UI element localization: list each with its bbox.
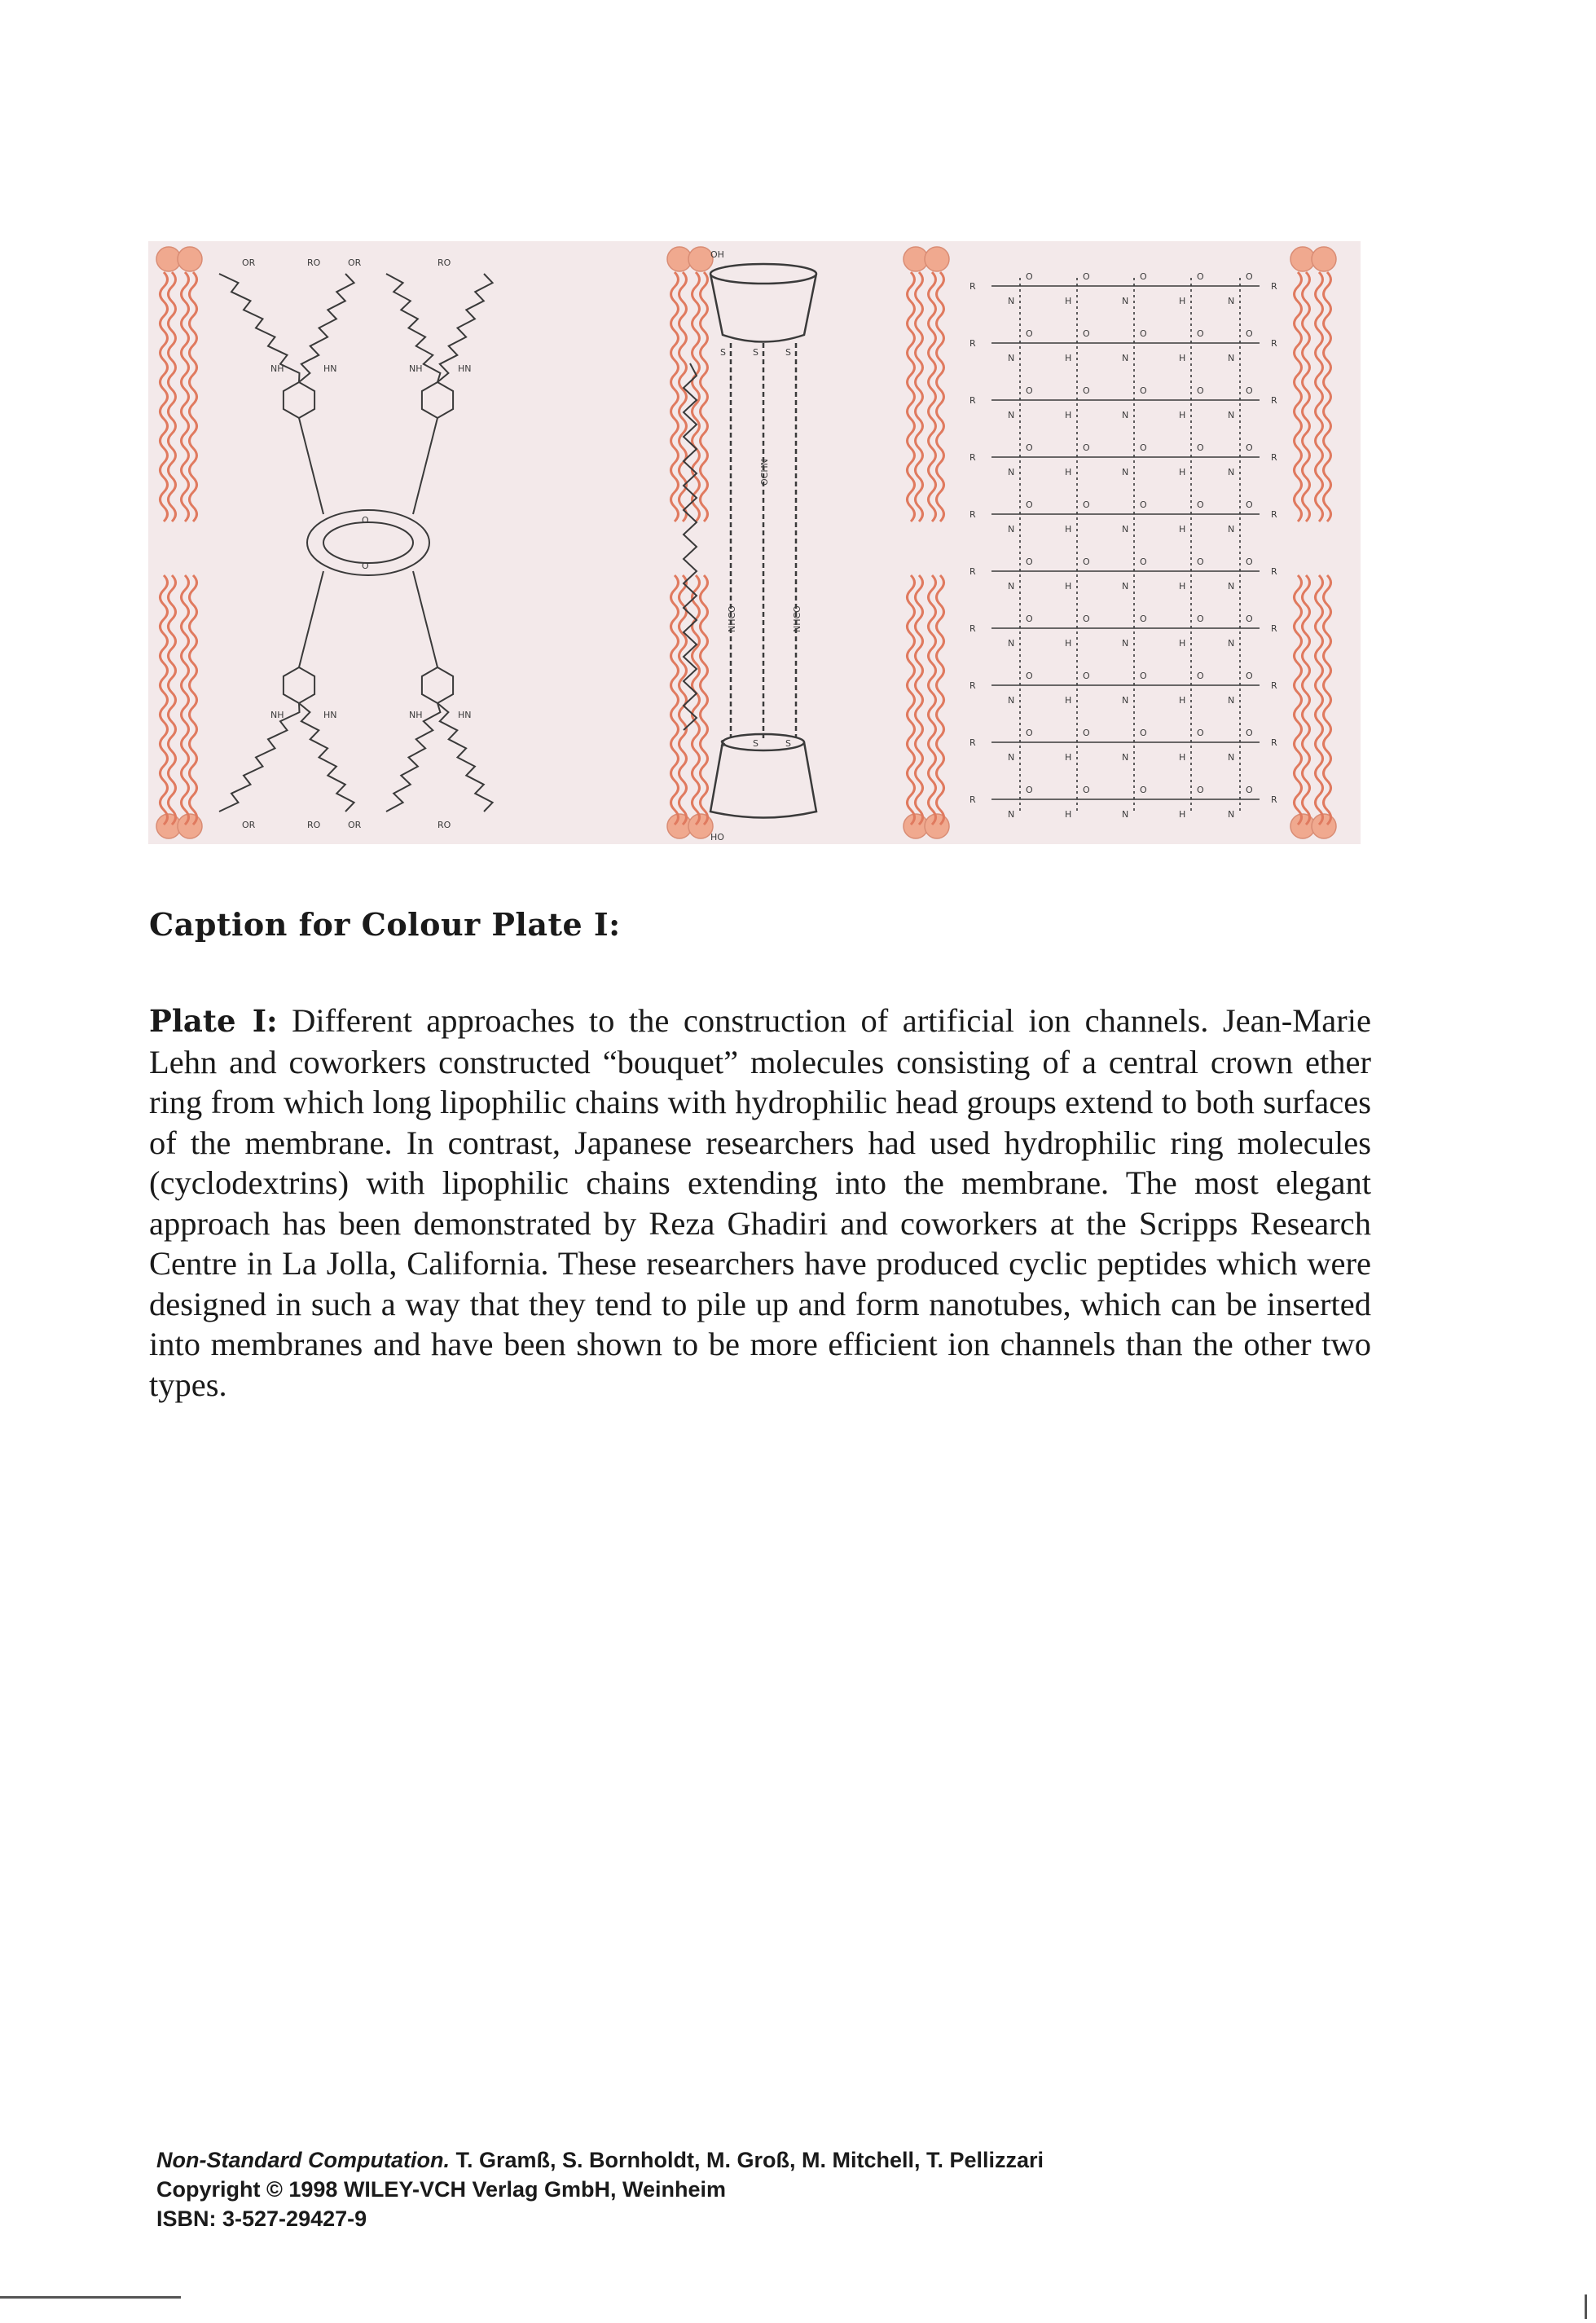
structure-label: O [1026,728,1033,738]
structure-label: R [969,338,976,349]
structure-label: N [1122,752,1129,763]
structure-label: H [1065,524,1072,535]
structure-label: N [1122,638,1129,649]
structure-label: R [969,452,976,463]
structure-label: O [1026,671,1033,681]
lipid-tail [190,272,197,521]
structure-label: R [969,509,976,520]
structure-label: N [1122,524,1129,535]
benzene-ring [422,667,453,703]
structure-label: R [1271,509,1277,520]
structure-label: O [1246,728,1253,738]
structure-label: O [1140,557,1147,567]
structure-label: N [1008,695,1015,706]
structure-label: RO [437,820,451,830]
lipid-tail [1324,272,1331,521]
structure-label: N [1008,524,1015,535]
structure-label: S [720,738,726,749]
structure-label: O [1140,785,1147,795]
lipid-tail [929,575,936,825]
lipid-tail [1324,575,1331,825]
lipid-tail [929,272,936,521]
structure-label: H [1179,353,1186,363]
structure-label: NH [409,710,423,720]
structure-label: R [1271,395,1277,406]
structure-label: R [1271,281,1277,292]
structure-label: NH [270,710,284,720]
structure-label: N [1228,524,1235,535]
lipid-tail [1316,575,1323,825]
structure-label: O [1197,557,1204,567]
structure-label: O [1246,385,1253,396]
structure-label: OR [348,257,362,268]
edge-mark [1585,2294,1587,2319]
structure-label: HN [458,710,472,720]
structure-labels [242,249,1277,843]
lipid-tail [908,575,915,825]
structure-label: N [1008,353,1015,363]
plate-label: Plate I: [149,1003,278,1039]
structure-label: OH [710,249,724,260]
structure-label: H [1179,524,1186,535]
structure-label: O [1246,785,1253,795]
structure-label: N [1228,695,1235,706]
lipid-tail [671,272,679,521]
structure-label: O [1083,614,1090,624]
structure-label: O [1083,728,1090,738]
structure-label: N [1008,467,1015,477]
structure-label: N [1228,296,1235,306]
structure-label: R [1271,338,1277,349]
structure-label: N [1008,752,1015,763]
lipid-tail [190,575,197,825]
cyclodextrin-top-rim [710,264,816,284]
structure-label: N [1008,296,1015,306]
lipid-tail [182,575,189,825]
structure-label: NH [270,363,284,374]
structure-label: H [1065,752,1072,763]
structure-label: O [1083,442,1090,453]
structure-label: O [1197,328,1204,339]
structure-label: O [1246,442,1253,453]
structure-label: O [1026,442,1033,453]
structure-label: O [1140,442,1147,453]
lipid-tail [916,272,923,521]
structure-label: H [1179,296,1186,306]
structure-label: N [1122,410,1129,420]
structure-label: OR [242,257,256,268]
structure-label: NHCO [727,605,737,632]
structure-label: R [1271,566,1277,577]
lipid-tail [182,272,189,521]
bottom-rule [0,2296,181,2299]
structure-label: R [1271,452,1277,463]
lipid-tail [937,272,944,521]
lipid-head [925,247,949,271]
caption-heading: Caption for Colour Plate I: [149,906,621,943]
lipid-tail [1295,575,1302,825]
lipid-tail [1316,272,1323,521]
benzene-ring [422,382,453,418]
structure-label: N [1008,410,1015,420]
structure-label: O [1140,671,1147,681]
structure-label: N [1008,638,1015,649]
structure-label: N [1228,467,1235,477]
structure-label: O [1083,328,1090,339]
structure-label: H [1179,752,1186,763]
structure-label: R [969,281,976,292]
structure-label: R [969,737,976,748]
structure-label: O [1083,785,1090,795]
book-authors: T. Gramß, S. Bornholdt, M. Groß, M. Mitchell, T. Pellizzari [455,2148,1044,2172]
structure-label: OR [242,820,256,830]
structure-label: O [1083,271,1090,282]
structure-label: O [1083,499,1090,510]
structure-label: H [1065,296,1072,306]
structure-label: HN [458,363,472,374]
structure-label: N [1122,353,1129,363]
lipid-tail [169,575,176,825]
structure-label: H [1065,581,1072,592]
structure-label: N [1122,467,1129,477]
structure-label: O [1026,614,1033,624]
structure-label: N [1008,581,1015,592]
structure-label: O [1246,271,1253,282]
structure-label: O [1197,614,1204,624]
structure-label: RO [307,820,321,830]
lipid-tail [1303,575,1310,825]
benzene-ring [284,382,314,418]
isbn-line: ISBN: 3-527-29427-9 [156,2206,367,2231]
structure-label: N [1122,809,1129,820]
structure-label: H [1065,353,1072,363]
structure-label: R [969,395,976,406]
lipid-tail [160,575,168,825]
lipid-head [688,247,713,271]
lipid-head [178,247,202,271]
cyclodextrin-bottom-cup [710,742,816,818]
structure-label: O [1246,557,1253,567]
structure-label: H [1065,410,1072,420]
structure-label: N [1008,809,1015,820]
structure-label: O [1026,499,1033,510]
structure-label: O [1246,499,1253,510]
structure-label: OCHN [759,459,770,486]
structure-label: N [1228,410,1235,420]
structure-label: H [1065,467,1072,477]
structure-label: O [1140,271,1147,282]
structure-label: H [1179,809,1186,820]
structure-label: O [1197,728,1204,738]
lipid-tail [701,272,708,521]
lipid-tail [937,575,944,825]
structure-label: H [1065,809,1072,820]
structure-label: HO [710,832,724,843]
structure-label: NHCO [792,605,802,632]
lipid-tail [1303,272,1310,521]
structure-label: N [1122,296,1129,306]
structure-label: O [1246,614,1253,624]
plate-illustration [148,241,1361,844]
structure-label: R [969,566,976,577]
structure-label: O [1246,328,1253,339]
structure-label: H [1179,695,1186,706]
structure-label: R [969,794,976,805]
caption-text: Different approaches to the construction of artificial ion channels. Jean-Marie Lehn and coworkers constructed “bouquet” molecules consisting of a central crown ether ring from which long lipophilic chains with hydrophilic head groups extend to both surfaces of the membrane. In contrast, Japanese researchers had used hydrophilic ring molecules (cyclodextrins) with lipophilic chains extending into the membrane. The most elegant approach has been demonstrated by Reza Ghadiri and coworkers at the Scripps Research Centre in La Jolla, California. These researchers have produced cyclic peptides which were designed in such a way that they tend to pile up and form nanotubes, which can be inserted into membranes and have been shown to be more efficient ion channels than the other two types. [149,1002,1372,1403]
structure-label: O [1026,785,1033,795]
structure-label: S [785,738,791,749]
bouquet-molecule-structure [219,274,493,812]
structure-label: R [969,680,976,691]
structure-label: H [1065,638,1072,649]
structure-label: O [1026,271,1033,282]
benzene-ring [284,667,314,703]
structure-label: S [753,738,758,749]
structure-label: HN [323,363,337,374]
structure-label: O [1140,499,1147,510]
lipid-tail [1295,272,1302,521]
structure-label: R [969,623,976,634]
structure-label: O [362,515,369,526]
caption-body [149,1001,1371,1405]
lipid-tail [679,575,687,825]
core-linkers [299,418,437,667]
lipid-tail [169,272,176,521]
lipophilic-chain [219,274,300,382]
structure-label: S [720,347,726,358]
structure-label: S [753,347,758,358]
structure-label: O [1246,671,1253,681]
structure-label: H [1179,581,1186,592]
lipid-tail [671,575,679,825]
structure-label: O [1140,385,1147,396]
structure-label: N [1122,581,1129,592]
structure-label: O [1197,442,1204,453]
structure-label: OR [348,820,362,830]
lipid-head [1312,247,1336,271]
structure-label: R [1271,794,1277,805]
crown-ether-inner [323,522,413,563]
structure-label: S [785,347,791,358]
lipophilic-chain [219,703,300,812]
structure-label: N [1228,809,1235,820]
colour-plate-figure [148,241,1361,844]
structure-label: O [1140,614,1147,624]
copyright-line: Copyright © 1998 WILEY-VCH Verlag GmbH, Weinheim [156,2177,727,2202]
structure-label: N [1228,581,1235,592]
structure-label: HN [323,710,337,720]
publication-footer [156,2145,1044,2233]
structure-label: O [1083,557,1090,567]
structure-label: O [1197,671,1204,681]
structure-label: NH [409,363,423,374]
structure-label: O [1140,728,1147,738]
lipid-tail [908,272,915,521]
structure-label: H [1179,410,1186,420]
book-title: Non-Standard Computation. [156,2148,450,2172]
structure-label: O [1083,385,1090,396]
lipid-tail [916,575,923,825]
structure-label: O [1197,271,1204,282]
structure-label: RO [437,257,451,268]
structure-label: O [1026,557,1033,567]
structure-label: O [1197,499,1204,510]
structure-label: N [1228,638,1235,649]
lipid-tail [701,575,708,825]
structure-label: O [1026,328,1033,339]
structure-label: RO [307,257,321,268]
structure-label: N [1122,695,1129,706]
structure-label: N [1228,752,1235,763]
structure-label: H [1179,467,1186,477]
lipid-tail [692,575,700,825]
structure-label: O [1026,385,1033,396]
structure-label: O [1083,671,1090,681]
structure-label: O [1140,328,1147,339]
structure-label: R [1271,623,1277,634]
structure-label: O [1197,385,1204,396]
structure-label: H [1179,638,1186,649]
structure-label: O [362,561,369,571]
structure-label: R [1271,680,1277,691]
citation-line [156,2145,1044,2175]
structure-label: H [1065,695,1072,706]
structure-label: O [1197,785,1204,795]
lipid-tail [160,272,168,521]
structure-label: N [1228,353,1235,363]
structure-label: R [1271,737,1277,748]
